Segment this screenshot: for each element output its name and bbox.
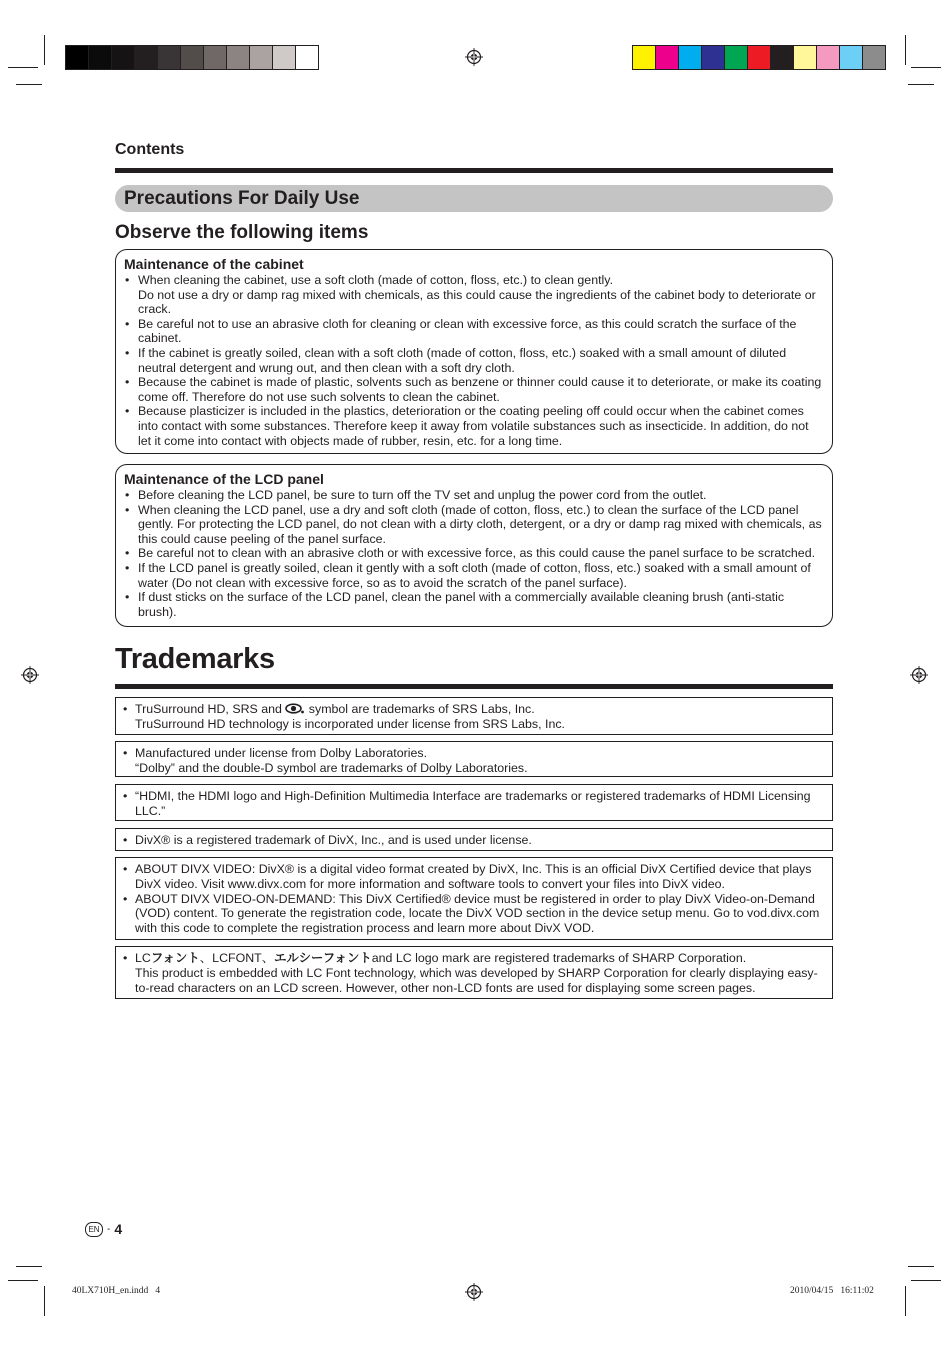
list-item: • When cleaning the cabinet, use a soft cloth (made of cotton, floss, etc.) to clean gently. Do not use a dry or damp rag mixed with chemicals, as this could cause the ingredients of the cabinet body to deteriorate or crack. <box>124 273 824 317</box>
trim-mark <box>16 1266 42 1267</box>
list-item: • Because the cabinet is made of plastic, solvents such as benzene or thinner could cause it to deteriorate, or make its coating come off. Therefore do not use such solvents to clean the cabinet. <box>124 375 824 404</box>
color-calibration-strip <box>632 45 886 70</box>
list-item: • Be careful not to clean with an abrasive cloth or with excessive force, as this could cause the panel surface to be scratched. <box>124 546 824 561</box>
registration-mark-icon <box>910 666 928 684</box>
subsection-heading: Observe the following items <box>115 222 369 243</box>
page-title: Trademarks <box>115 643 275 675</box>
calibration-swatch <box>112 46 135 69</box>
trim-mark <box>8 67 38 68</box>
box-title: Maintenance of the LCD panel <box>124 471 324 487</box>
calibration-swatch <box>840 46 863 69</box>
calibration-swatch <box>725 46 748 69</box>
trademark-box-hdmi <box>115 784 833 821</box>
list-item <box>122 746 824 776</box>
trademark-box-dolby <box>115 741 833 777</box>
calibration-swatch <box>817 46 840 69</box>
trim-mark <box>908 84 934 85</box>
calibration-swatch <box>135 46 158 69</box>
lcfont-jp-text: エルシーフォント <box>274 951 372 965</box>
lcd-maintenance-box <box>115 464 833 627</box>
list-item: • DivX® is a registered trademark of DivX, Inc., and is used under license. <box>122 833 824 848</box>
calibration-swatch <box>273 46 296 69</box>
trim-mark <box>911 67 941 68</box>
srs-logo-icon <box>285 703 305 714</box>
list-item: • If the cabinet is greatly soiled, clean with a soft cloth (made of cotton, floss, etc.) soaked with a small amount of diluted neutral detergent and wrung out, and then clean with a soft dry cloth. <box>124 346 824 375</box>
trademark-box-divx-about <box>115 857 833 940</box>
list-item: • ABOUT DIVX VIDEO-ON-DEMAND: This DivX Certified® device must be registered in order to play DivX Video-on-Demand (VOD) content. To generate the registration code, locate the DivX VOD section in the device setup menu. Go to vod.divx.com with this code to complete the registration process and learn more about DivX VOD. <box>122 892 824 936</box>
calibration-swatch <box>771 46 794 69</box>
registration-mark-icon <box>465 48 483 66</box>
box-title: Maintenance of the cabinet <box>124 256 304 272</box>
list-item: • Before cleaning the LCD panel, be sure to turn off the TV set and unplug the power cord from the outlet. <box>124 488 824 503</box>
lcfont-text: LC <box>135 951 151 965</box>
srs-text: symbol are trademarks of SRS Labs, Inc. <box>305 702 535 716</box>
trim-mark <box>44 1286 45 1316</box>
grayscale-calibration-strip <box>65 45 319 70</box>
trademark-box-srs <box>115 697 833 735</box>
calibration-swatch <box>66 46 89 69</box>
list-item: • Because plasticizer is included in the plastics, deterioration or the coating peeling off could occur when the cabinet comes into contact with some substances. Therefore keep it away from volatile substances such as insecticide. In addition, do not let it come into contact with objects made of rubber, resin, etc. for a long time. <box>124 404 824 448</box>
lcfont-text: 、LCFONT、 <box>199 951 275 965</box>
list-item: • ABOUT DIVX VIDEO: DivX® is a digital video format created by DivX, Inc. This is an official DivX Certified device that plays DivX video. Visit www.divx.com for more information and software tools to convert your files into DivX video. <box>122 862 824 892</box>
lcfont-text: and LC logo mark are registered trademarks of SHARP Corporation. <box>371 951 747 965</box>
srs-text: TruSurround HD technology is incorporated under license from SRS Labs, Inc. <box>135 716 565 731</box>
calibration-swatch <box>863 46 885 69</box>
calibration-swatch <box>250 46 273 69</box>
page-number-separator: - <box>107 1223 111 1235</box>
calibration-swatch <box>227 46 250 69</box>
list-item <box>122 951 824 995</box>
srs-text: TruSurround HD, SRS and <box>135 702 286 716</box>
calibration-swatch <box>204 46 227 69</box>
page-number <box>85 1221 122 1237</box>
page-number-value: 4 <box>114 1221 123 1237</box>
calibration-swatch <box>296 46 318 69</box>
calibration-swatch <box>702 46 725 69</box>
list-item: • If dust sticks on the surface of the LCD panel, clean the panel with a commercially available cleaning brush (anti-static brush). <box>124 590 824 619</box>
list-item <box>122 702 824 732</box>
dolby-text: Manufactured under license from Dolby Laboratories. <box>135 746 428 760</box>
section-banner: Precautions For Daily Use <box>115 185 833 212</box>
trademarks-rule <box>115 684 833 689</box>
trim-mark <box>905 35 906 65</box>
bullet-list <box>124 273 824 448</box>
list-item: • Be careful not to use an abrasive cloth for cleaning or clean with excessive force, as this could scratch the surface of the cabinet. <box>124 317 824 346</box>
trim-mark <box>8 1280 38 1281</box>
list-item: • “HDMI, the HDMI logo and High-Definition Multimedia Interface are trademarks or registered trademarks of HDMI Licensing LLC.” <box>122 789 824 819</box>
list-item: • When cleaning the LCD panel, use a dry and soft cloth (made of cotton, floss, etc.) to clean the surface of the LCD panel gently. For protecting the LCD panel, do not clean with a dirty cloth, detergent, or a dry or damp rag mixed with chemicals, as this could cause peeling of the panel surface. <box>124 503 824 547</box>
header-rule <box>115 168 833 173</box>
calibration-swatch <box>748 46 771 69</box>
lcfont-text: This product is embedded with LC Font technology, which was developed by SHARP Corporation for clearly displaying easy-to-read characters on an LCD screen. However, other non-LCD fonts are used for displaying some screen pages. <box>135 965 818 995</box>
registration-mark-icon <box>465 1283 483 1301</box>
trademark-box-lcfont <box>115 946 833 999</box>
calibration-swatch <box>656 46 679 69</box>
language-badge: EN <box>85 1222 103 1237</box>
dolby-text: “Dolby” and the double-D symbol are trademarks of Dolby Laboratories. <box>135 760 528 775</box>
registration-mark-icon <box>21 666 39 684</box>
bullet-list <box>124 488 824 619</box>
calibration-swatch <box>794 46 817 69</box>
trim-mark <box>16 84 42 85</box>
trim-mark <box>911 1280 941 1281</box>
slug-timestamp: 2010/04/15 16:11:02 <box>790 1286 874 1296</box>
list-item: • If the LCD panel is greatly soiled, clean it gently with a soft cloth (made of cotton, floss, etc.) soaked with a small amount of water (Do not clean with excessive force, so as to avoid the scratch of the panel surface). <box>124 561 824 590</box>
calibration-swatch <box>89 46 112 69</box>
trademark-box-divx <box>115 828 833 851</box>
section-label: Contents <box>115 141 185 158</box>
calibration-swatch <box>181 46 204 69</box>
cabinet-maintenance-box <box>115 249 833 454</box>
trim-mark <box>44 35 45 65</box>
calibration-swatch <box>633 46 656 69</box>
slug-file-name: 40LX710H_en.indd 4 <box>72 1286 161 1296</box>
trim-mark <box>908 1266 934 1267</box>
calibration-swatch <box>679 46 702 69</box>
calibration-swatch <box>158 46 181 69</box>
trim-mark <box>905 1286 906 1316</box>
lcfont-jp-text: フォント <box>150 951 200 965</box>
